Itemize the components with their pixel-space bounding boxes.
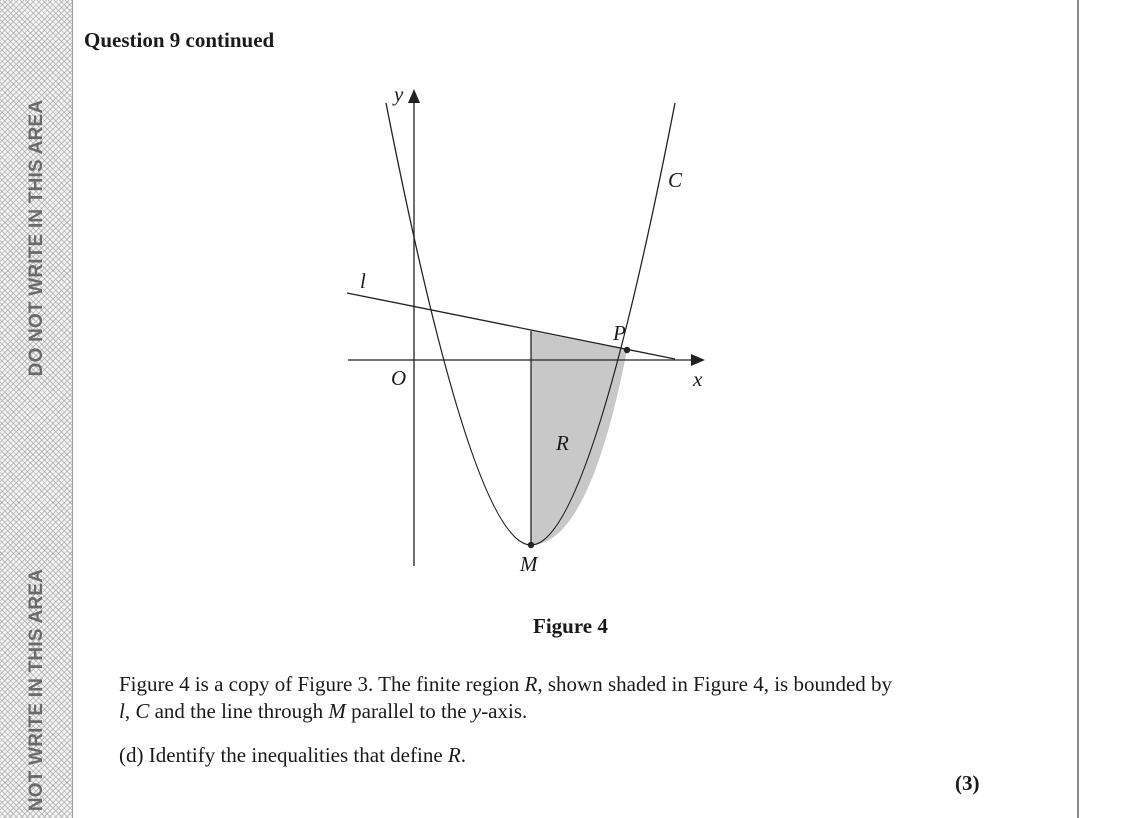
para-text-5: -axis. [481, 699, 528, 723]
part-d-prompt [119, 743, 466, 768]
label-y: y [394, 82, 404, 106]
label-origin: O [391, 366, 407, 390]
para-comma: , [124, 699, 136, 723]
label-point-m: M [520, 552, 538, 576]
para-point-m: M [328, 699, 346, 723]
question-heading: Question 9 continued [84, 28, 275, 52]
para-region-r: R [524, 672, 538, 696]
point-p [624, 347, 630, 353]
para-text-3: and the line through [149, 699, 329, 723]
region-r-shading [531, 331, 627, 545]
para-line-l: l [119, 699, 125, 723]
part-d-text: (d) Identify the inequalities that define [119, 743, 448, 767]
label-point-p: P [613, 321, 626, 345]
margin-warning-lower: NOT WRITE IN THIS AREA [26, 568, 47, 812]
question-paragraph [119, 671, 899, 725]
para-text-2: , shown shaded in Figure 4, is bounded by [537, 672, 893, 696]
para-text-1: Figure 4 is a copy of Figure 3. The finite region [119, 672, 525, 696]
label-x: x [693, 367, 703, 391]
label-line-l: l [360, 269, 366, 293]
para-y: y [471, 699, 482, 723]
marks-allocation: (3) [955, 771, 980, 795]
part-d-region-r: R [447, 743, 461, 767]
margin-warning-upper: DO NOT WRITE IN THIS AREA [26, 99, 47, 377]
figure-caption: Figure 4 [533, 614, 608, 638]
label-region-r: R [556, 431, 569, 455]
y-axis-arrowhead [408, 89, 420, 103]
point-m [528, 542, 534, 548]
para-curve-c: C [135, 699, 150, 723]
para-text-4: parallel to the [345, 699, 472, 723]
x-axis-arrowhead [691, 354, 705, 366]
label-curve-c: C [668, 168, 683, 192]
part-d-period: . [460, 743, 466, 767]
